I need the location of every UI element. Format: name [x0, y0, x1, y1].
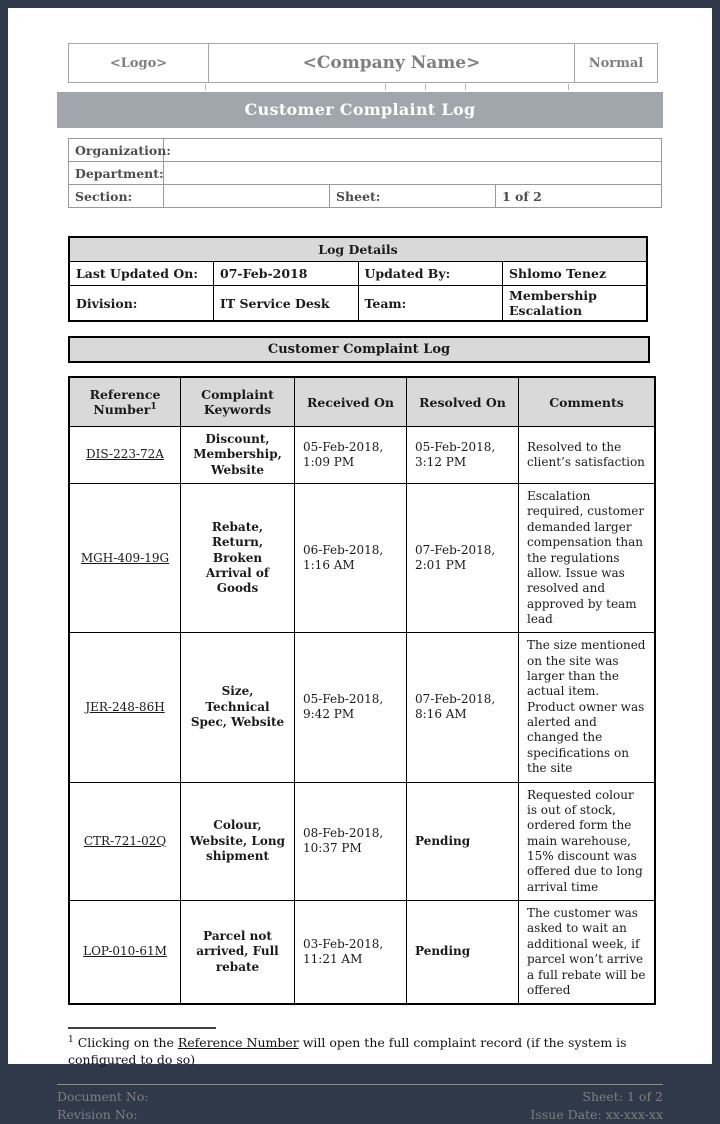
footnote-reference-link: Reference Number [177, 1035, 299, 1051]
status-label: Normal [575, 44, 658, 83]
header-reference-number: Reference Number$^1$ [69, 377, 181, 427]
footer-document-no: Document No: [57, 1089, 149, 1105]
title-banner: Customer Complaint Log [57, 92, 663, 128]
comments-cell: Requested colour is out of stock, ordered form the main warehouse, 15% discount was offered due to long arrival time [519, 782, 656, 901]
table-row [69, 782, 655, 901]
keywords-cell: Rebate, Return, Broken Arrival of Goods [181, 484, 295, 633]
resolved-cell: 07-Feb-2018, 8:16 AM [407, 633, 519, 782]
reference-link[interactable]: DIS-223-72A [69, 427, 181, 484]
resolved-cell: Pending [407, 782, 519, 901]
resolved-cell: 07-Feb-2018, 2:01 PM [407, 484, 519, 633]
organization-label: Organization: [69, 139, 164, 162]
updated-by-value: Shlomo Tenez [503, 262, 648, 286]
header-received-on: Received On [295, 377, 407, 427]
comments-cell: Resolved to the client’s satisfaction [519, 427, 656, 484]
division-label: Division: [69, 286, 214, 322]
updated-by-label: Updated By: [358, 262, 503, 286]
footnote-text: $^1$ Clicking on the Reference Number will open the full complaint record (if the system is configured to do so) [68, 1035, 627, 1068]
comments-cell: The customer was asked to wait an additional week, if parcel won’t arrive a full rebate will be offered [519, 901, 656, 1005]
department-value-cell[interactable] [164, 162, 662, 185]
footnote-separator [68, 1027, 216, 1029]
complaint-table-header-row [69, 377, 655, 427]
org-info-table [68, 138, 662, 208]
reference-link[interactable]: CTR-721-02Q [69, 782, 181, 901]
header-resolved-on: Resolved On [407, 377, 519, 427]
team-label: Team: [358, 286, 503, 322]
section-label: Section: [69, 185, 164, 208]
reference-link[interactable]: JER-248-86H [69, 633, 181, 782]
table-row [69, 484, 655, 633]
reference-link[interactable]: MGH-409-19G [69, 484, 181, 633]
division-value: IT Service Desk [214, 286, 359, 322]
log-details-table [68, 236, 648, 322]
comments-cell: Escalation required, customer demanded larger compensation than the regulations allow. Issue was resolved and approved by team lead [519, 484, 656, 633]
header-comments: Comments [519, 377, 656, 427]
log-details-title: Log Details [69, 237, 647, 262]
table-row [69, 427, 655, 484]
footnote-marker-superscript: 1 [150, 401, 157, 412]
footnote-marker: 1 [68, 1035, 74, 1046]
received-cell: 03-Feb-2018, 11:21 AM [295, 901, 407, 1005]
table-row [69, 901, 655, 1005]
keywords-cell: Discount, Membership, Website [181, 427, 295, 484]
received-cell: 06-Feb-2018, 1:16 AM [295, 484, 407, 633]
received-cell: 05-Feb-2018, 9:42 PM [295, 633, 407, 782]
team-value: Membership Escalation [503, 286, 648, 322]
keywords-cell: Colour, Website, Long shipment [181, 782, 295, 901]
sheet-value: 1 of 2 [496, 185, 662, 208]
table-row [69, 633, 655, 782]
comments-cell: The size mentioned on the site was larger than the actual item. Product owner was alerted and changed the specifications on the site [519, 633, 656, 782]
footer-sheet: Sheet: 1 of 2 [582, 1089, 663, 1105]
page-footer [57, 1084, 663, 1124]
gridline-ticks [68, 83, 648, 92]
section-value-cell[interactable] [164, 185, 330, 208]
keywords-cell: Parcel not arrived, Full rebate [181, 901, 295, 1005]
organization-value-cell[interactable] [164, 139, 662, 162]
reference-link[interactable]: LOP-010-61M [69, 901, 181, 1005]
last-updated-label: Last Updated On: [69, 262, 214, 286]
company-name: <Company Name> [209, 44, 575, 83]
complaint-table [68, 376, 656, 1005]
section-title-box: Customer Complaint Log [68, 336, 650, 363]
company-header-table [68, 43, 658, 83]
resolved-cell: 05-Feb-2018, 3:12 PM [407, 427, 519, 484]
received-cell: 08-Feb-2018, 10:37 PM [295, 782, 407, 901]
footnote [68, 1027, 653, 1069]
document-page [8, 8, 712, 1123]
footer-issue-date: Issue Date: xx-xxx-xx [530, 1107, 663, 1123]
received-cell: 05-Feb-2018, 1:09 PM [295, 427, 407, 484]
resolved-cell: Pending [407, 901, 519, 1005]
footer-revision-no: Revision No: [57, 1107, 138, 1123]
logo-placeholder: <Logo> [69, 44, 209, 83]
department-label: Department: [69, 162, 164, 185]
header-complaint-keywords: Complaint Keywords [181, 377, 295, 427]
last-updated-value: 07-Feb-2018 [214, 262, 359, 286]
sheet-label: Sheet: [330, 185, 496, 208]
keywords-cell: Size, Technical Spec, Website [181, 633, 295, 782]
